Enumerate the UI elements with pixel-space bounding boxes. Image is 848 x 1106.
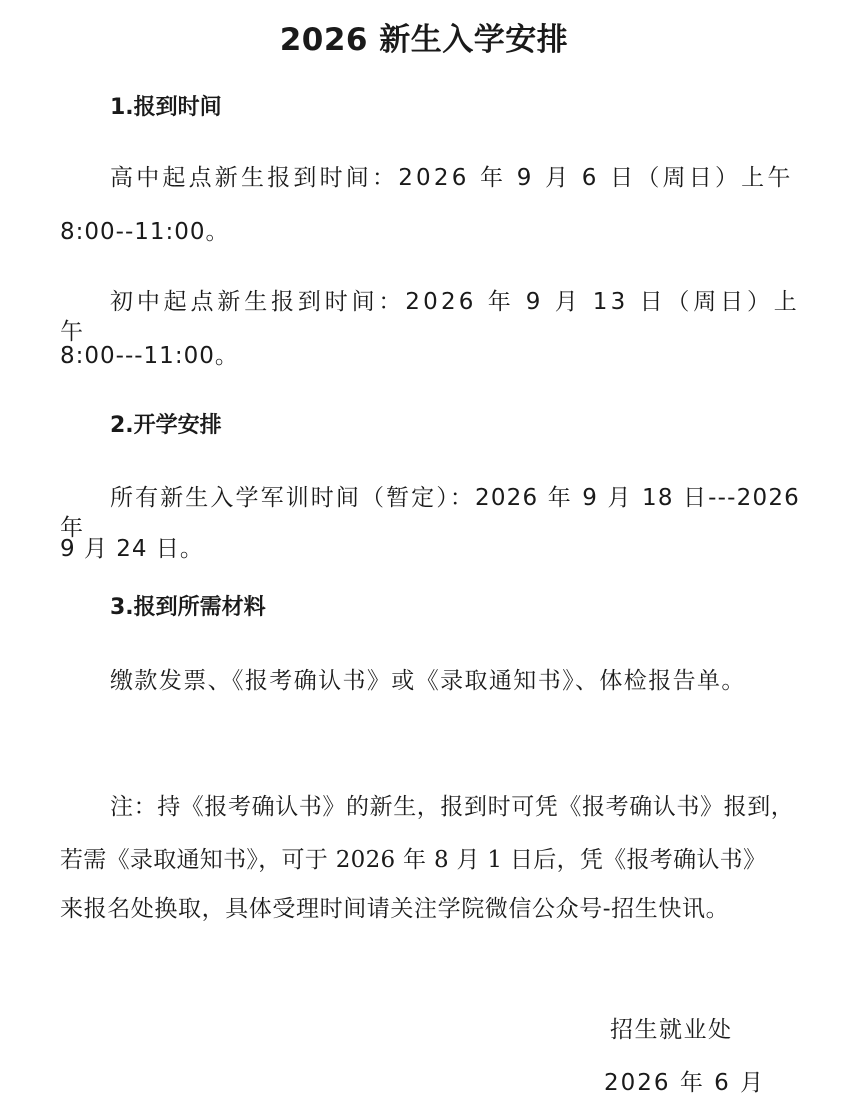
signature-office: 招生就业处	[610, 1017, 733, 1043]
note-line-1: 注：持《报考确认书》的新生，报到时可凭《报考确认书》报到，	[110, 794, 795, 820]
paragraph-military-training-cont: 9 月 24 日。	[60, 536, 204, 562]
paragraph-materials	[60, 666, 800, 696]
paragraph-high-school-registration	[60, 163, 800, 193]
section-heading-registration-time: 1.报到时间	[110, 95, 222, 120]
paragraph-line: 高中起点新生报到时间：2026 年 9 月 6 日（周日）上午	[110, 165, 794, 191]
signature-date: 2026 年 6 月	[604, 1070, 766, 1096]
note-line-3: 来报名处换取，具体受理时间请关注学院微信公众号-招生快讯。	[60, 896, 730, 922]
section-heading-required-materials: 3.报到所需材料	[110, 595, 266, 620]
paragraph-middle-school-registration-cont: 8:00---11:00。	[60, 343, 239, 369]
paragraph-line: 缴款发票、《报考确认书》或《录取通知书》、体检报告单。	[110, 668, 746, 694]
note-line-2: 若需《录取通知书》，可于 2026 年 8 月 1 日后，凭《报考确认书》	[60, 847, 767, 873]
paragraph-middle-school-registration	[60, 287, 800, 347]
paragraph-high-school-registration-cont: 8:00--11:00。	[60, 219, 230, 245]
section-heading-school-start: 2.开学安排	[110, 413, 222, 438]
page-title: 2026 新生入学安排	[279, 22, 569, 58]
paragraph-line: 所有新生入学军训时间（暂定）：2026 年 9 月 18 日---2026 年	[60, 485, 800, 541]
paragraph-line: 初中起点新生报到时间：2026 年 9 月 13 日（周日）上午	[60, 289, 800, 345]
